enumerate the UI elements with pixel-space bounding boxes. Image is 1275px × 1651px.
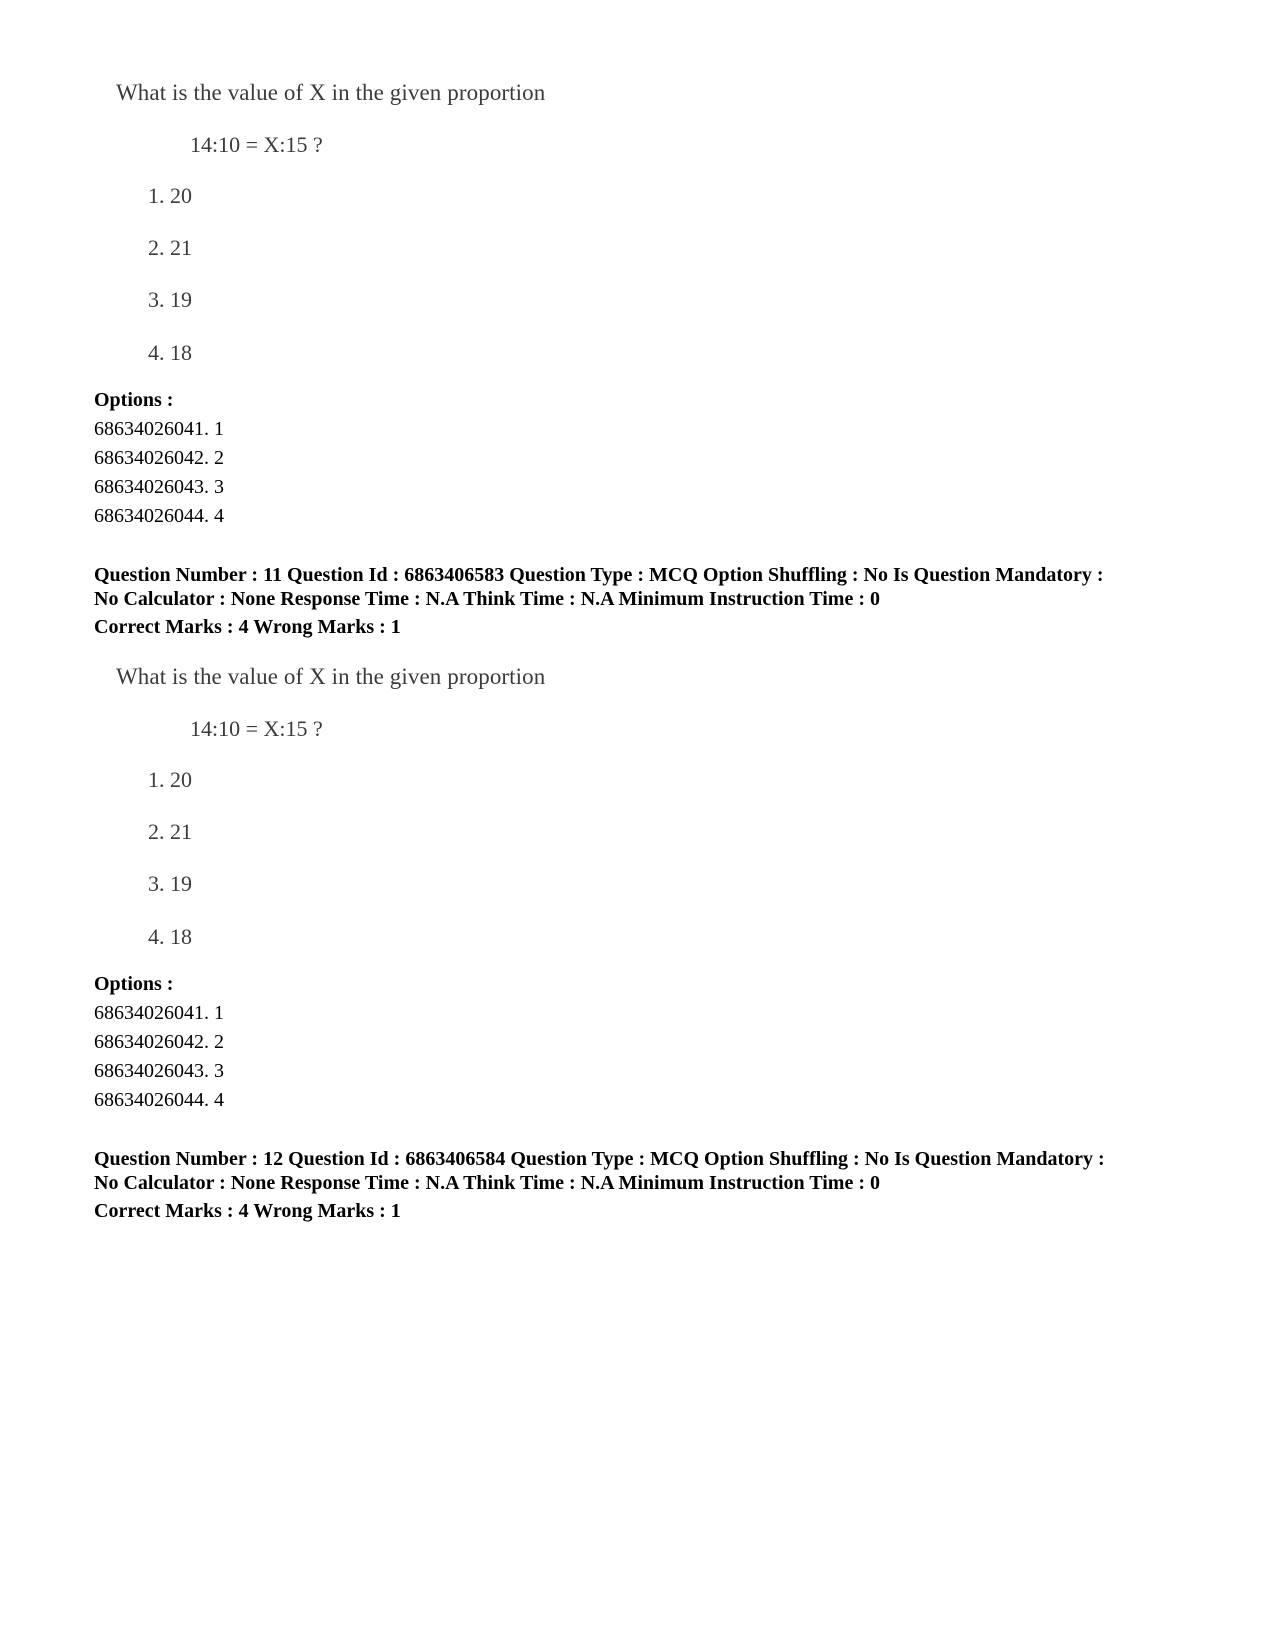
options-list <box>94 970 224 1115</box>
question-choice: 4. 18 <box>148 340 192 365</box>
options-label: Options : <box>94 973 174 995</box>
question-equation: 14:10 = X:15 ? <box>190 716 323 741</box>
option-item: 68634026044. 4 <box>94 505 224 527</box>
question-choice: 3. 19 <box>148 287 192 312</box>
options-label: Options : <box>94 389 174 411</box>
question-image <box>112 80 572 380</box>
question-prompt: What is the value of X in the given proportion <box>116 80 546 105</box>
question-meta-line: Question Number : 11 Question Id : 6863406583 Question Type : MCQ Option Shuffling : No Is Question Mandatory : <box>94 564 1104 586</box>
question-choice: 1. 20 <box>148 183 192 208</box>
question-meta-line: No Calculator : None Response Time : N.A Think Time : N.A Minimum Instruction Time : 0 <box>94 1172 880 1194</box>
question-marks: Correct Marks : 4 Wrong Marks : 1 <box>94 616 401 638</box>
option-item: 68634026043. 3 <box>94 476 224 498</box>
question-meta <box>94 1147 1204 1223</box>
question-choice: 2. 21 <box>148 819 192 844</box>
option-item: 68634026041. 1 <box>94 418 224 440</box>
option-item: 68634026042. 2 <box>94 1031 224 1053</box>
question-meta <box>94 563 1204 639</box>
options-list <box>94 386 224 531</box>
question-choice: 1. 20 <box>148 767 192 792</box>
option-item: 68634026041. 1 <box>94 1002 224 1024</box>
question-prompt: What is the value of X in the given proportion <box>116 664 546 689</box>
option-item: 68634026042. 2 <box>94 447 224 469</box>
question-equation: 14:10 = X:15 ? <box>190 132 323 157</box>
option-item: 68634026043. 3 <box>94 1060 224 1082</box>
question-choice: 2. 21 <box>148 235 192 260</box>
question-meta-line: Question Number : 12 Question Id : 6863406584 Question Type : MCQ Option Shuffling : No Is Question Mandatory : <box>94 1148 1105 1170</box>
question-marks: Correct Marks : 4 Wrong Marks : 1 <box>94 1200 401 1222</box>
question-choice: 3. 19 <box>148 871 192 896</box>
option-item: 68634026044. 4 <box>94 1089 224 1111</box>
question-image <box>112 664 572 964</box>
question-meta-line: No Calculator : None Response Time : N.A Think Time : N.A Minimum Instruction Time : 0 <box>94 588 880 610</box>
question-choice: 4. 18 <box>148 924 192 949</box>
